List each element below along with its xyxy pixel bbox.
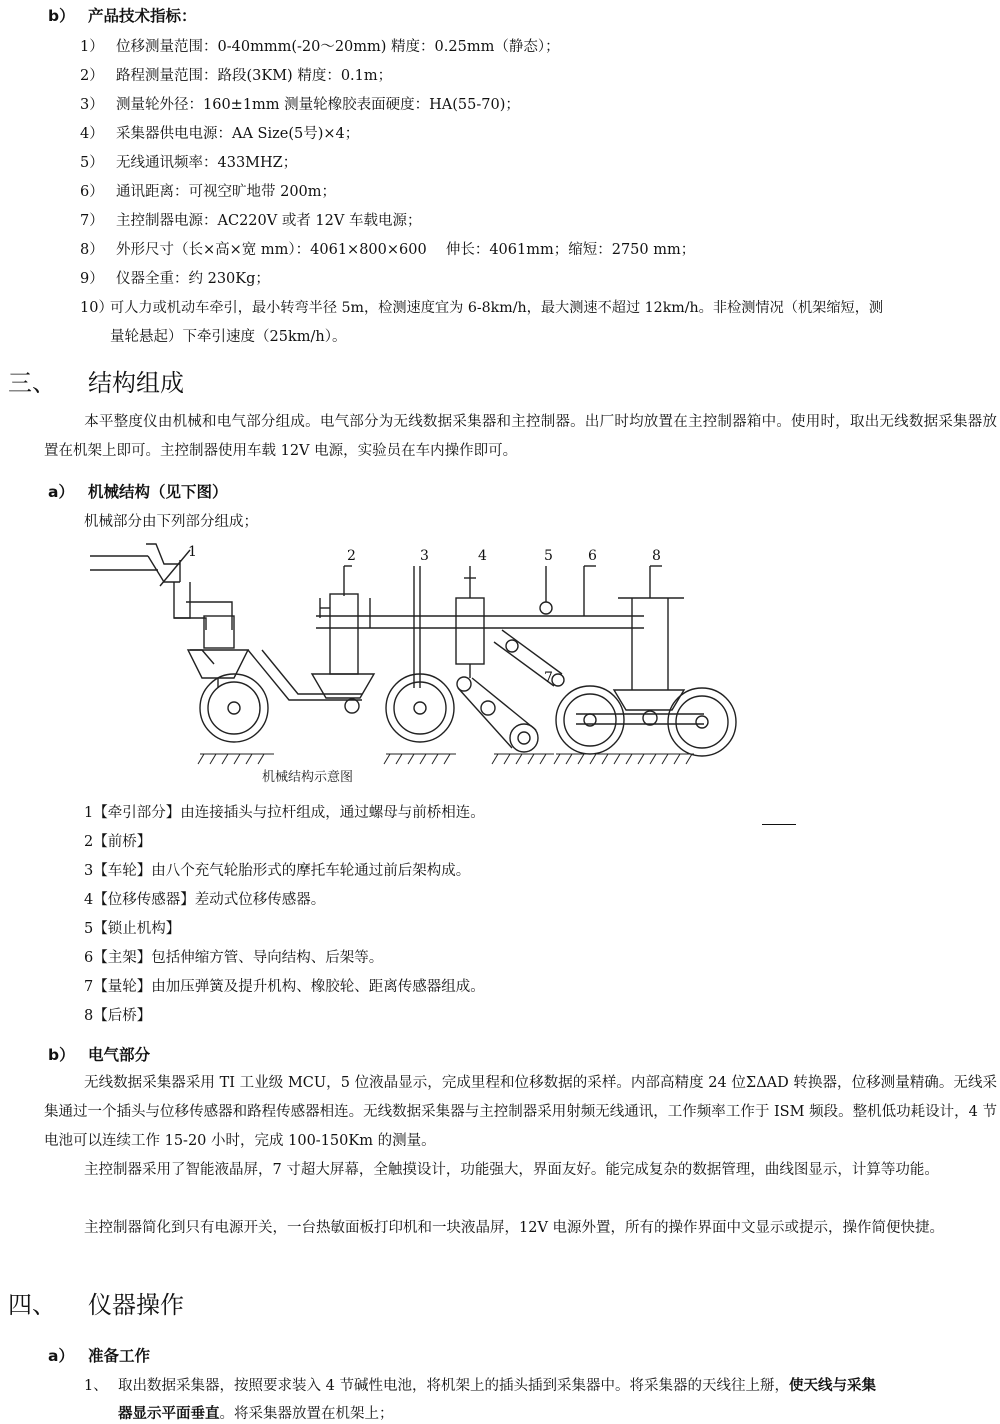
part-item: 7【量轮】由加压弹簧及提升机构、橡胶轮、距离传感器组成。 (84, 979, 485, 995)
prep-step-bold: 使天线与采集 (788, 1377, 876, 1394)
spec-item (80, 151, 297, 172)
label-2: 2 (347, 548, 356, 564)
rear-wheel-left-inner (564, 694, 616, 746)
elec-paragraph-text: 主控制器简化到只有电源开关，一台热敏面板打印机和一块液晶屏，12V 电源外置，所有的操作界面中文显示或提示，操作简便快捷。 (84, 1220, 945, 1236)
section4-heading (8, 1285, 184, 1320)
spec-item (80, 296, 883, 317)
rear-bogie-pivot (643, 711, 657, 725)
section3-intro-text: 本平整度仪由机械和电气部分组成。电气部分为无线数据采集器和主控制器。出厂时均放置在主控制器箱中。使用时，取出无线数据采集器放置在机架上即可。主控制器使用车载 12V 电源，实验员在车内操作即可。 (44, 414, 997, 459)
spec-item-num: 9） (80, 271, 104, 287)
spec-item-text: 位移测量范围：0-40mmm(-20～20mm) 精度：0.25mm（静态）； (116, 39, 560, 55)
mech-heading-label: a） (48, 483, 74, 501)
label-1-leader (160, 550, 190, 586)
front-wheel-inner (208, 682, 260, 734)
part-item: 5【锁止机构】 (84, 921, 181, 937)
lift-belt-roller (552, 674, 564, 686)
lock-mechanism-knob (540, 602, 552, 614)
prep-heading-title: 准备工作 (88, 1347, 151, 1365)
lift-belt-roller (506, 640, 518, 652)
label-8: 8 (652, 548, 661, 564)
prep-step-text: 取出数据采集器，按照要求装入 4 节碱性电池，将机架上的插头插到采集器中。将采集器的天线往上掰， (118, 1378, 789, 1394)
part-item: 2【前桥】 (84, 834, 152, 850)
spec-item-text: 路程测量范围：路段(3KM) 精度：0.1m； (116, 68, 393, 84)
spec-item-text: 无线通讯频率：433MHZ； (116, 155, 298, 171)
front-strut (204, 616, 234, 648)
mech-lead: 机械部分由下列部分组成； (84, 514, 258, 530)
front-axle-column (330, 594, 358, 674)
spec-item-text: 外形尺寸（长×高×宽 mm）：4061×800×600 伸长：4061mm；缩短：2750 mm； (116, 242, 696, 258)
spec-item (80, 209, 421, 230)
front-drawbar (174, 618, 206, 630)
displacement-sensor (456, 598, 484, 664)
prep-step-num: 1、 (84, 1378, 108, 1394)
spec-item-continuation: 量轮悬起）下牵引速度（25km/h）。 (110, 329, 347, 345)
label-5: 5 (544, 548, 553, 564)
spec-item-num: 8） (80, 242, 104, 258)
elec-heading (48, 1043, 150, 1065)
front-wheel-hub (228, 702, 240, 714)
spec-heading-label: b） (48, 7, 75, 25)
part-item: 8【后桥】 (84, 1008, 152, 1024)
spec-item (80, 180, 336, 201)
elec-paragraph (44, 1214, 997, 1243)
spec-item (80, 35, 560, 56)
tow-hitch (148, 556, 180, 582)
lower-link (262, 650, 362, 694)
prep-step-bold: 器显示平面垂直 (118, 1405, 220, 1422)
prep-heading-label: a） (48, 1347, 74, 1365)
spec-heading (48, 4, 197, 26)
spec-item-num: 5） (80, 155, 104, 171)
rear-wheel-right (660, 680, 746, 766)
prep-step-line1 (118, 1374, 876, 1395)
elec-paragraph-text: 无线数据采集器采用 TI 工业级 MCU，5 位液晶显示，完成里程和位移数据的采样。内部高精度 24 位ΣΔAD 转换器，位移测量精确。无线采集通过一个插头与位移传感器和路程传感器相连。无线数据采集器与主控制器采用射频无线通讯，工作频率工作于 ISM 频段。整机低功耗设计，4 节电池可以连续工作 15-20 小时，完成 100-150Km 的测量。 (44, 1075, 997, 1149)
mech-heading (48, 480, 228, 502)
spec-item-text: 仪器全重：约 230Kg； (116, 271, 270, 287)
elec-heading-title: 电气部分 (88, 1046, 151, 1064)
label-6: 6 (588, 548, 597, 564)
wheel-3-inner (394, 682, 446, 734)
spec-item-num: 6） (80, 184, 104, 200)
measuring-wheel-belt (458, 688, 512, 748)
front-drawbar (174, 582, 190, 618)
prep-step-line2 (118, 1402, 394, 1423)
spec-item (80, 93, 520, 114)
rear-wheel-left (556, 686, 624, 754)
elec-paragraph (44, 1156, 997, 1185)
spec-item-text: 通讯距离：可视空旷地带 200m； (116, 184, 337, 200)
spec-item-text: 测量轮外径：160±1mm 测量轮橡胶表面硬度：HA(55-70)； (116, 97, 520, 113)
spec-item-num: 10） (80, 300, 113, 316)
measuring-wheel-hub (518, 732, 530, 744)
prep-heading (48, 1344, 150, 1366)
spec-item-num: 7） (80, 213, 104, 229)
lower-link-joint (345, 699, 359, 713)
mech-heading-title: 机械结构（见下图） (88, 483, 228, 501)
prep-step-text: 。将采集器放置在机架上； (219, 1406, 394, 1422)
mechanical-structure-figure (84, 538, 704, 788)
section4-title: 仪器操作 (88, 1291, 184, 1319)
figure-caption: 机械结构示意图 (262, 770, 354, 785)
section3-num: 三、 (8, 369, 56, 397)
spec-item (80, 64, 392, 85)
spec-item (80, 122, 359, 143)
elec-paragraph (44, 1069, 997, 1156)
section3-heading (8, 363, 184, 398)
part-item: 6【主架】包括伸缩方管、导向结构、后架等。 (84, 950, 384, 966)
spec-item (80, 238, 695, 259)
elec-paragraph-text: 主控制器采用了智能液晶屏，7 寸超大屏幕，全触摸设计，功能强大，界面友好。能完成复杂的数据管理，曲线图显示，计算等功能。 (84, 1162, 939, 1178)
spec-item-num: 2） (80, 68, 104, 84)
spec-item (80, 267, 270, 288)
spec-item-text: 采集器供电电源：AA Size(5号)×4； (116, 126, 360, 142)
spec-item-text: 主控制器电源：AC220V 或者 12V 车载电源； (116, 213, 422, 229)
spec-item-text: 可人力或机动车牵引，最小转弯半径 5m，检测速度宜为 6-8km/h，最大测速不超过 12km/h。非检测情况（机架缩短，测 (110, 300, 884, 316)
spec-heading-title: 产品技术指标： (88, 7, 197, 25)
lower-link (248, 650, 362, 700)
label-3: 3 (420, 548, 429, 564)
ground-hatch (198, 754, 694, 764)
part-item: 3【车轮】由八个充气轮胎形式的摩托车轮通过前后架构成。 (84, 863, 471, 879)
spec-item-num: 1） (80, 39, 104, 55)
elec-heading-label: b） (48, 1046, 75, 1064)
label-4: 4 (478, 548, 487, 564)
part-item: 1【牵引部分】由连接插头与拉杆组成，通过螺母与前桥相连。 (84, 805, 485, 821)
front-wheel (200, 674, 268, 742)
spec-item-num: 3） (80, 97, 104, 113)
label-1: 1 (188, 544, 197, 560)
label-7: 7 (544, 670, 553, 686)
measuring-wheel-pulley (481, 701, 495, 715)
section3-title: 结构组成 (88, 369, 184, 397)
section3-intro (44, 408, 997, 466)
spec-item-num: 4） (80, 126, 104, 142)
part-item: 4【位移传感器】差动式位移传感器。 (84, 892, 326, 908)
stray-dash (762, 824, 796, 825)
section4-num: 四、 (8, 1291, 56, 1319)
wheel-3-hub (414, 702, 426, 714)
